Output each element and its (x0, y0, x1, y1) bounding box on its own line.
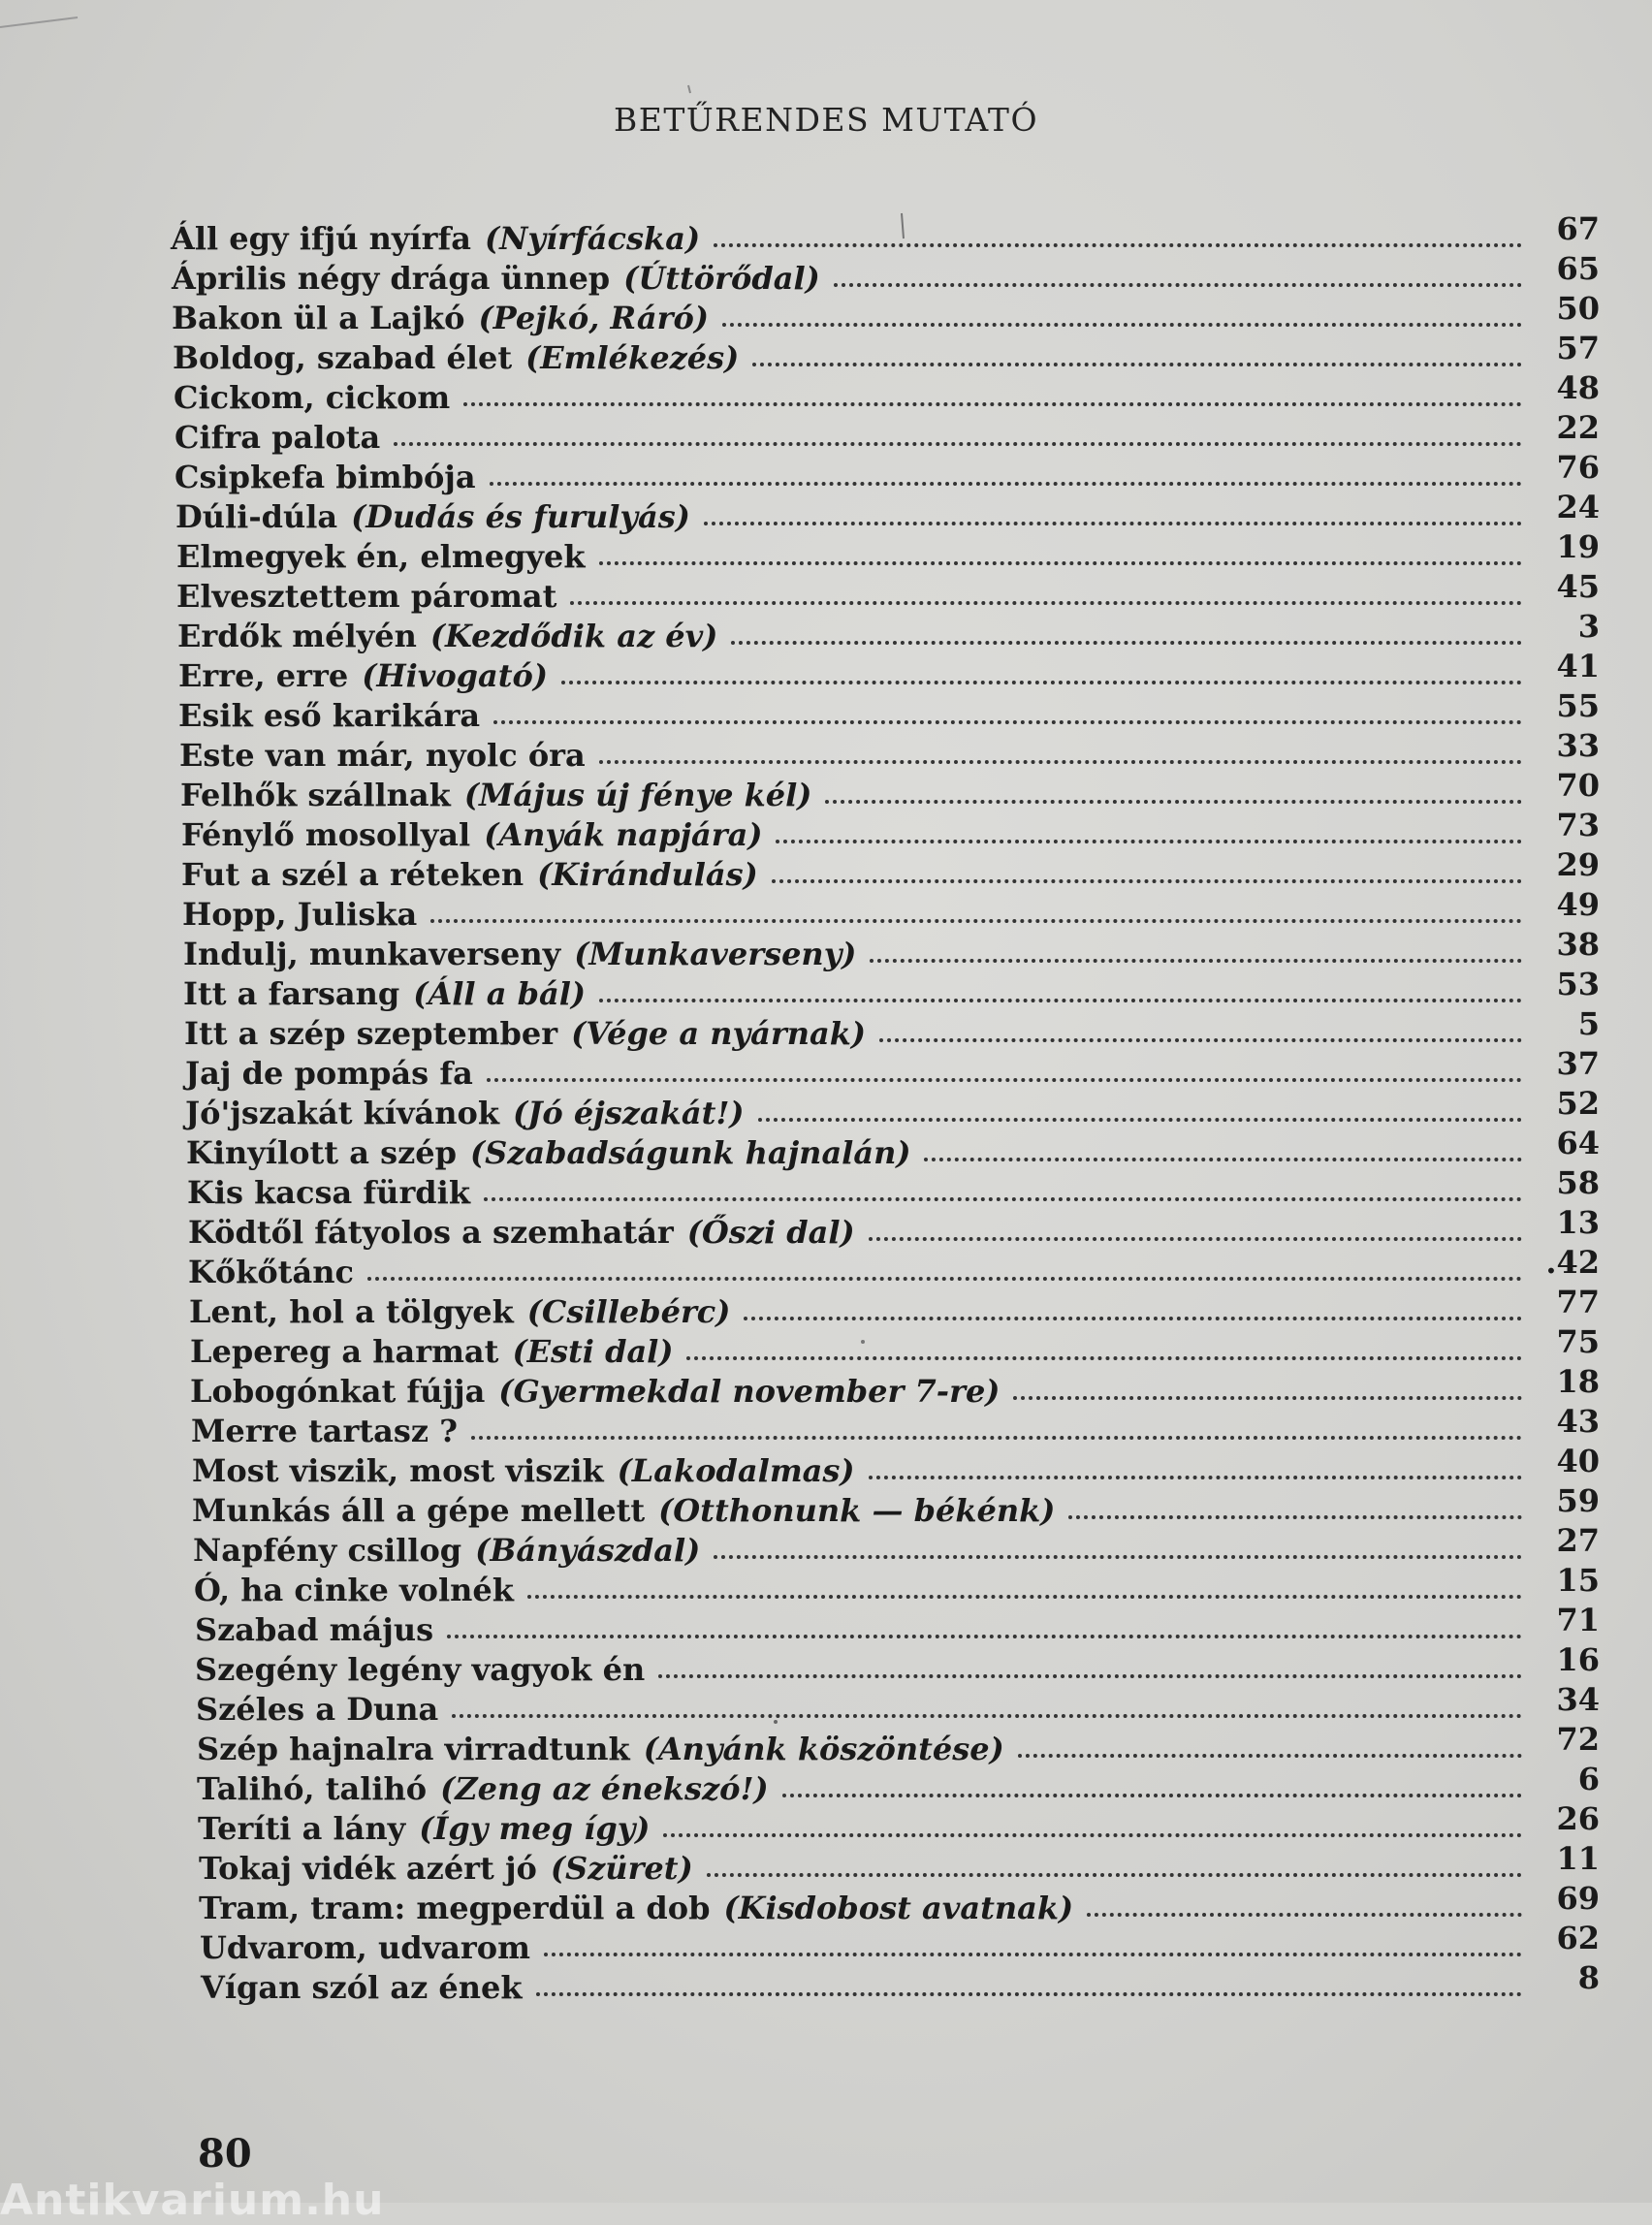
entry-alt-title: (Szabadságunk hajnalán) (469, 1134, 911, 1171)
entry-page-number: 26 (1556, 1800, 1600, 1837)
entry-first-line: Udvarom, udvarom (200, 1929, 530, 1966)
dot-leader (471, 1436, 1522, 1440)
index-entry (171, 687, 1600, 736)
entry-first-line: Erre, erre (178, 657, 349, 694)
entry-first-line: Cickom, cickom (174, 379, 451, 416)
entry-first-line: Merre tartasz ? (191, 1413, 458, 1449)
dot-leader (484, 1197, 1522, 1201)
entry-first-line: Kis kacsa fürdik (187, 1174, 470, 1211)
entry-first-line: Esik eső karikára (178, 697, 481, 734)
dot-leader (561, 681, 1522, 684)
entry-alt-title: (Munkaverseny) (574, 936, 857, 972)
entry-page-number: 69 (1556, 1880, 1600, 1917)
entry-alt-title: (Emlékezés) (525, 339, 740, 376)
entry-page-number: 38 (1556, 926, 1600, 963)
dot-leader (869, 1237, 1522, 1241)
index-entry (171, 886, 1600, 935)
index-entry (171, 807, 1600, 855)
entry-alt-title: (Hivogató) (362, 657, 549, 694)
entry-alt-title: (Pejkó, Ráró) (478, 300, 709, 336)
dot-leader (663, 1833, 1522, 1837)
entry-first-line: Szép hajnalra virradtunk (197, 1731, 630, 1767)
entry-alt-title: (Jó éjszakát!) (513, 1095, 745, 1131)
entry-page-number: 52 (1556, 1085, 1600, 1122)
entry-first-line: Lent, hol a tölgyek (189, 1293, 514, 1330)
entry-first-line: Bakon ül a Lajkó (172, 300, 465, 336)
index-entry (171, 1125, 1600, 1173)
entry-page-number: 27 (1556, 1522, 1600, 1559)
entry-page-number: 24 (1556, 489, 1600, 525)
dot-leader (447, 1635, 1522, 1638)
dot-leader (722, 323, 1522, 327)
index-entry (171, 1761, 1600, 1809)
entry-alt-title: (Anyák napjára) (484, 816, 763, 853)
dot-leader (752, 363, 1522, 366)
entry-page-number: 6 (1577, 1761, 1600, 1797)
index-entry (171, 1920, 1600, 1968)
entry-page-number: 65 (1556, 250, 1600, 287)
index-entry (171, 568, 1600, 617)
entry-first-line: Fénylő mosollyal (181, 816, 471, 853)
entry-page-number: 11 (1556, 1840, 1600, 1877)
entry-first-line: Lobogónkat fújja (190, 1373, 486, 1410)
dot-leader (834, 283, 1522, 287)
entry-page-number: 59 (1556, 1482, 1600, 1519)
entry-page-number: 48 (1556, 369, 1600, 406)
index-entry (171, 1403, 1600, 1451)
entry-page-number: 15 (1556, 1562, 1600, 1599)
dot-leader (1087, 1913, 1522, 1917)
entry-first-line: Dúli-dúla (175, 498, 338, 535)
entry-first-line: Elvesztettem páromat (176, 578, 557, 615)
dot-leader (686, 1356, 1522, 1360)
index-entry (171, 1880, 1600, 1928)
entry-page-number: 70 (1556, 767, 1600, 804)
dot-leader (707, 1873, 1522, 1877)
dot-leader (487, 1078, 1522, 1082)
dot-leader (599, 760, 1522, 764)
index-entry (171, 1323, 1600, 1372)
index-entry (171, 1959, 1600, 2008)
entry-first-line: Most viszik, most viszik (192, 1452, 604, 1489)
dot-leader (394, 442, 1522, 446)
entry-page-number: 29 (1556, 846, 1600, 883)
entry-first-line: Teríti a lány (198, 1810, 406, 1847)
index-entry (171, 449, 1600, 497)
entry-alt-title: (Gyermekdal november 7-re) (498, 1373, 1001, 1410)
entry-page-number: 5 (1577, 1005, 1600, 1042)
dot-leader (731, 641, 1522, 645)
entry-page-number: 64 (1556, 1125, 1600, 1161)
dot-leader (744, 1317, 1522, 1320)
entry-first-line: Fut a szél a réteken (181, 856, 524, 893)
index-entry (171, 369, 1600, 418)
index-entry (171, 1482, 1600, 1531)
entry-alt-title: (Dudás és furulyás) (351, 498, 690, 535)
index-entry (171, 1840, 1600, 1889)
dot-leader (772, 879, 1522, 883)
entry-alt-title: (Csillebérc) (526, 1293, 731, 1330)
entry-first-line: Este van már, nyolc óra (179, 737, 586, 774)
dot-leader (658, 1674, 1522, 1678)
entry-page-number: 49 (1556, 886, 1600, 923)
index-entry (171, 409, 1600, 458)
index-entry (171, 1443, 1600, 1491)
entry-page-number: 16 (1556, 1641, 1600, 1678)
entry-first-line: Indulj, munkaverseny (183, 936, 561, 972)
entry-page-number: 57 (1556, 330, 1600, 366)
entry-page-number: 72 (1556, 1721, 1600, 1758)
entry-first-line: Talihó, talihó (197, 1770, 428, 1807)
entry-first-line: Napfény csillog (193, 1532, 462, 1569)
entry-alt-title: (Nyírfácska) (485, 220, 701, 257)
dot-leader (782, 1794, 1522, 1797)
song-index-list (171, 210, 1600, 2008)
index-entry (171, 489, 1600, 537)
dot-leader (1018, 1754, 1522, 1758)
index-entry (171, 846, 1600, 895)
index-entry (171, 1721, 1600, 1769)
entry-first-line: Felhők szállnak (180, 777, 451, 813)
entry-page-number: 18 (1556, 1363, 1600, 1400)
entry-page-number: 34 (1556, 1681, 1600, 1718)
dot-leader (869, 1476, 1522, 1479)
entry-alt-title: (Otthonunk — békénk) (658, 1492, 1056, 1529)
entry-first-line: Hopp, Juliska (182, 896, 418, 933)
entry-page-number: 22 (1556, 409, 1600, 446)
entry-page-number: 41 (1556, 648, 1600, 684)
entry-first-line: Széles a Duna (196, 1691, 439, 1728)
dot-leader (704, 522, 1522, 525)
watermark: Antikvarium.hu (0, 2176, 385, 2225)
entry-first-line: Ó, ha cinke volnék (194, 1572, 514, 1608)
index-entry (171, 1005, 1600, 1054)
index-entry (171, 1800, 1600, 1849)
entry-page-number: 77 (1556, 1284, 1600, 1320)
entry-page-number: .42 (1545, 1244, 1600, 1281)
index-entry (171, 1164, 1600, 1213)
dot-leader (493, 720, 1522, 724)
dot-leader (490, 482, 1522, 486)
dot-leader (536, 1992, 1522, 1996)
entry-alt-title: (Zeng az énekszó!) (440, 1770, 769, 1807)
dot-leader (758, 1118, 1522, 1122)
entry-first-line: Itt a szép szeptember (184, 1015, 558, 1052)
entry-alt-title: (Május új fénye kél) (463, 777, 812, 813)
index-entry (171, 1284, 1600, 1332)
index-entry (171, 648, 1600, 696)
entry-page-number: 50 (1556, 290, 1600, 327)
dot-leader (430, 919, 1522, 923)
dot-leader (1068, 1515, 1522, 1519)
entry-page-number: 73 (1556, 807, 1600, 843)
dot-leader (570, 601, 1522, 605)
index-entry (171, 250, 1600, 299)
index-entry (171, 330, 1600, 378)
entry-first-line: Szabad május (195, 1611, 434, 1648)
entry-first-line: Lepereg a harmat (190, 1333, 499, 1370)
dot-leader (825, 800, 1522, 804)
entry-first-line: Munkás áll a gépe mellett (192, 1492, 646, 1529)
entry-first-line: Erdők mélyén (177, 618, 417, 654)
index-entry (171, 1363, 1600, 1412)
entry-page-number: 33 (1556, 727, 1600, 764)
entry-alt-title: (Kisdobost avatnak) (723, 1890, 1074, 1926)
entry-page-number: 62 (1556, 1920, 1600, 1956)
entry-first-line: Április négy drága ünnep (172, 260, 611, 297)
entry-first-line: Tokaj vidék azért jó (199, 1850, 537, 1887)
index-entry (171, 966, 1600, 1014)
index-entry (171, 210, 1600, 259)
entry-page-number: 40 (1556, 1443, 1600, 1479)
entry-first-line: Jó'jszakát kívánok (185, 1095, 500, 1131)
entry-page-number: 75 (1556, 1323, 1600, 1360)
index-entry (171, 1204, 1600, 1253)
entry-alt-title: (Így meg így) (419, 1810, 651, 1847)
entry-first-line: Kinyílott a szép (186, 1134, 457, 1171)
dot-leader (599, 999, 1522, 1002)
entry-page-number: 55 (1556, 687, 1600, 724)
entry-page-number: 43 (1556, 1403, 1600, 1440)
entry-alt-title: (Kezdődik az év) (429, 618, 718, 654)
entry-first-line: Tram, tram: megperdül a dob (199, 1890, 711, 1926)
page-title: BETŰRENDES MUTATÓ (613, 101, 1039, 139)
index-entry (171, 1085, 1600, 1133)
index-entry (171, 528, 1600, 577)
index-entry (171, 727, 1600, 776)
entry-alt-title: (Vége a nyárnak) (571, 1015, 867, 1052)
entry-page-number: 58 (1556, 1164, 1600, 1201)
entry-page-number: 3 (1577, 608, 1600, 645)
entry-alt-title: (Szüret) (550, 1850, 693, 1887)
entry-first-line: Boldog, szabad élet (173, 339, 513, 376)
dot-leader (776, 840, 1522, 843)
index-entry (171, 1522, 1600, 1571)
entry-alt-title: (Úttörődal) (623, 260, 820, 297)
dot-leader (714, 243, 1522, 247)
entry-alt-title: (Lakodalmas) (617, 1452, 855, 1489)
entry-first-line: Áll egy ifjú nyírfa (171, 220, 472, 257)
entry-first-line: Itt a farsang (183, 975, 400, 1012)
dot-leader (879, 1038, 1522, 1042)
entry-page-number: 13 (1556, 1204, 1600, 1241)
entry-first-line: Szegény legény vagyok én (195, 1651, 646, 1688)
entry-first-line: Cifra palota (175, 419, 381, 456)
index-entry (171, 290, 1600, 338)
dot-leader (452, 1714, 1522, 1718)
dot-leader (544, 1953, 1522, 1956)
index-entry (171, 1641, 1600, 1690)
index-entry (171, 1244, 1600, 1292)
index-entry (171, 1045, 1600, 1094)
entry-first-line: Elmegyek én, elmegyek (176, 538, 586, 575)
entry-page-number: 67 (1556, 210, 1600, 247)
dot-leader (527, 1595, 1522, 1599)
entry-page-number: 8 (1577, 1959, 1600, 1996)
entry-first-line: Kőkőtánc (188, 1254, 354, 1290)
page-number: 80 (198, 2131, 252, 2177)
index-entry (171, 767, 1600, 815)
entry-alt-title: (Őszi dal) (686, 1214, 855, 1251)
dot-leader (714, 1555, 1522, 1559)
dot-leader (599, 561, 1522, 565)
index-entry (171, 608, 1600, 656)
entry-alt-title: (Esti dal) (512, 1333, 674, 1370)
entry-alt-title: (Bányászdal) (475, 1532, 701, 1569)
entry-first-line: Ködtől fátyolos a szemhatár (188, 1214, 674, 1251)
entry-alt-title: (Áll a bál) (413, 975, 586, 1012)
entry-alt-title: (Anyánk köszöntése) (643, 1731, 1004, 1767)
index-entry (171, 1681, 1600, 1730)
entry-page-number: 71 (1556, 1602, 1600, 1638)
dot-leader (870, 959, 1522, 963)
index-entry (171, 1562, 1600, 1610)
entry-page-number: 76 (1556, 449, 1600, 486)
dot-leader (367, 1277, 1522, 1281)
entry-page-number: 37 (1556, 1045, 1600, 1082)
dot-leader (463, 402, 1522, 406)
dot-leader (1013, 1396, 1522, 1400)
index-entry (171, 926, 1600, 974)
entry-page-number: 53 (1556, 966, 1600, 1002)
dot-leader (924, 1158, 1522, 1161)
index-entry (171, 1602, 1600, 1650)
entry-page-number: 45 (1556, 568, 1600, 605)
entry-first-line: Csipkefa bimbója (175, 459, 476, 495)
entry-alt-title: (Kirándulás) (537, 856, 758, 893)
entry-first-line: Vígan szól az ének (201, 1969, 523, 2006)
entry-page-number: 19 (1556, 528, 1600, 565)
entry-first-line: Jaj de pompás fa (185, 1055, 473, 1092)
